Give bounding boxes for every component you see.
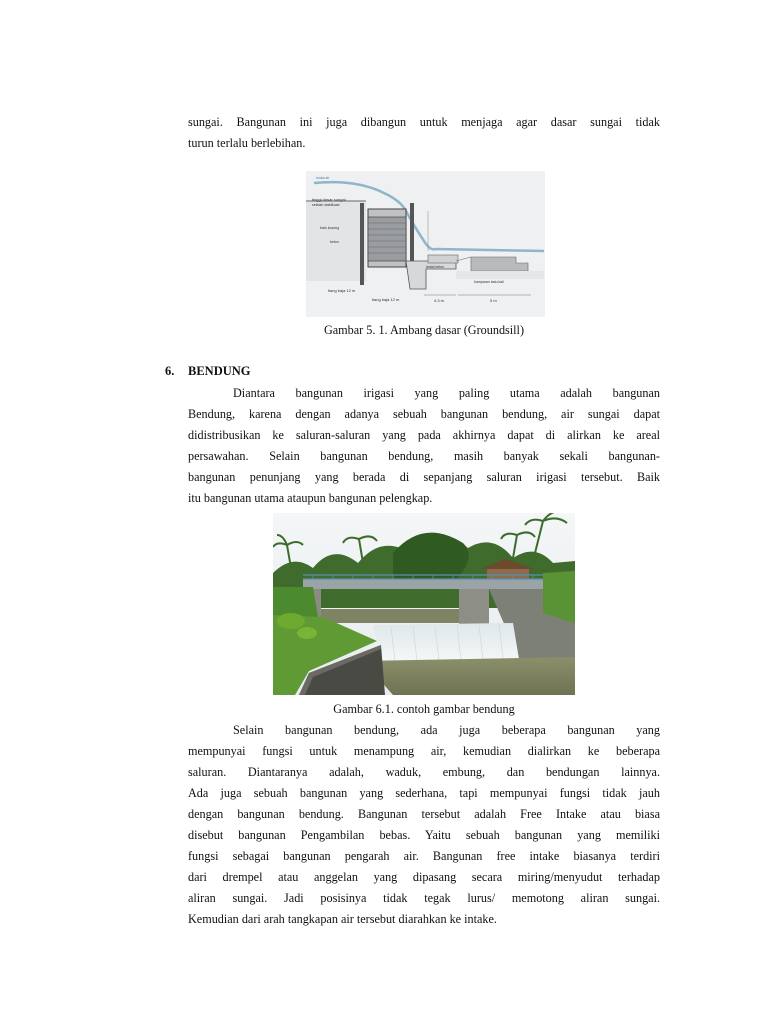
section6-paragraph [188, 383, 660, 509]
section6-line: itu bangunan utama ataupun bangunan pelengkap. [188, 491, 433, 505]
figure2-caption: Gambar 6.1. contoh gambar bendung [333, 702, 515, 716]
label-width-1: 4.3 m [434, 298, 445, 303]
label-pile-2: tiang baja 12 m [372, 297, 400, 302]
intro-line: turun terlalu berlebihan. [188, 136, 306, 150]
body2-line: Selain bangunan bendung, ada juga beberapa bangunan yang [233, 723, 660, 737]
label-apron: lantai beton [426, 265, 445, 269]
section6-line: persawahan. Selain bangunan bendung, masih banyak sekali bangunan- [188, 449, 660, 463]
label-stone: batu kosong [320, 226, 340, 230]
label-width-2: 5 m [490, 298, 497, 303]
section6-line: didistribusikan ke saluran-saluran yang pada akhirnya dapat di alirkan ke areal [188, 428, 660, 442]
intro-paragraph [188, 112, 660, 154]
body2-line: disebut bangunan Pengambilan bebas. Yaitu sebuah bangunan yang memiliki [188, 828, 660, 842]
body2-line: dengan bangunan bendung. Bangunan tersebut adalah Free Intake atau biasa [188, 807, 660, 821]
section-heading [165, 364, 251, 379]
body2-line: mempunyai fungsi untuk menampung air, kemudian dialirkan ke beberapa [188, 744, 660, 758]
figure1-caption: Gambar 5. 1. Ambang dasar (Groundsill) [323, 323, 525, 337]
label-bed-2: setelah stabilisasi [312, 203, 340, 207]
intro-line: sungai. Bangunan ini juga dibangun untuk menjaga agar dasar sungai tidak [188, 115, 660, 129]
body2-paragraph [188, 720, 660, 930]
label-pile-1: tiang baja 12 m [328, 288, 356, 293]
section6-line: Diantara bangunan irigasi yang paling utama adalah bangunan [233, 386, 660, 400]
weir-photo [273, 513, 575, 695]
label-bed: tinggi dasar sungai [312, 197, 346, 202]
body2-line: Kemudian dari arah tangkapan air tersebut diarahkan ke intake. [188, 912, 497, 926]
label-concrete: beton [330, 240, 339, 244]
body2-line: aliran sungai. Jadi posisinya tidak tegak lurus/ memotong aliran sungai. [188, 891, 660, 905]
body2-line: saluran. Diantaranya adalah, waduk, embung, dan bendungan lainnya. [188, 765, 660, 779]
body2-line: Ada juga sebuah bangunan yang sederhana, tapi mempunyai fungsi tidak jauh [188, 786, 660, 800]
body2-line: fungsi sebagai bangunan pengarah air. Bangunan free intake biasanya terdiri [188, 849, 660, 863]
section6-line: Bendung, karena dengan adanya sebuah bangunan bendung, air sungai dapat [188, 407, 660, 421]
groundsill-diagram [306, 171, 545, 317]
label-riprap: hamparan batu kali [474, 280, 504, 284]
section-number: 6. [165, 364, 175, 378]
section6-line: bangunan penunjang yang berada di sepanjang saluran irigasi tersebut. Baik [188, 470, 660, 484]
label-surface: muka air [316, 176, 330, 180]
body2-line: dari drempel atau anggelan yang dipasang secara miring/menyudut terhadap [188, 870, 660, 884]
section-title: BENDUNG [188, 364, 251, 378]
